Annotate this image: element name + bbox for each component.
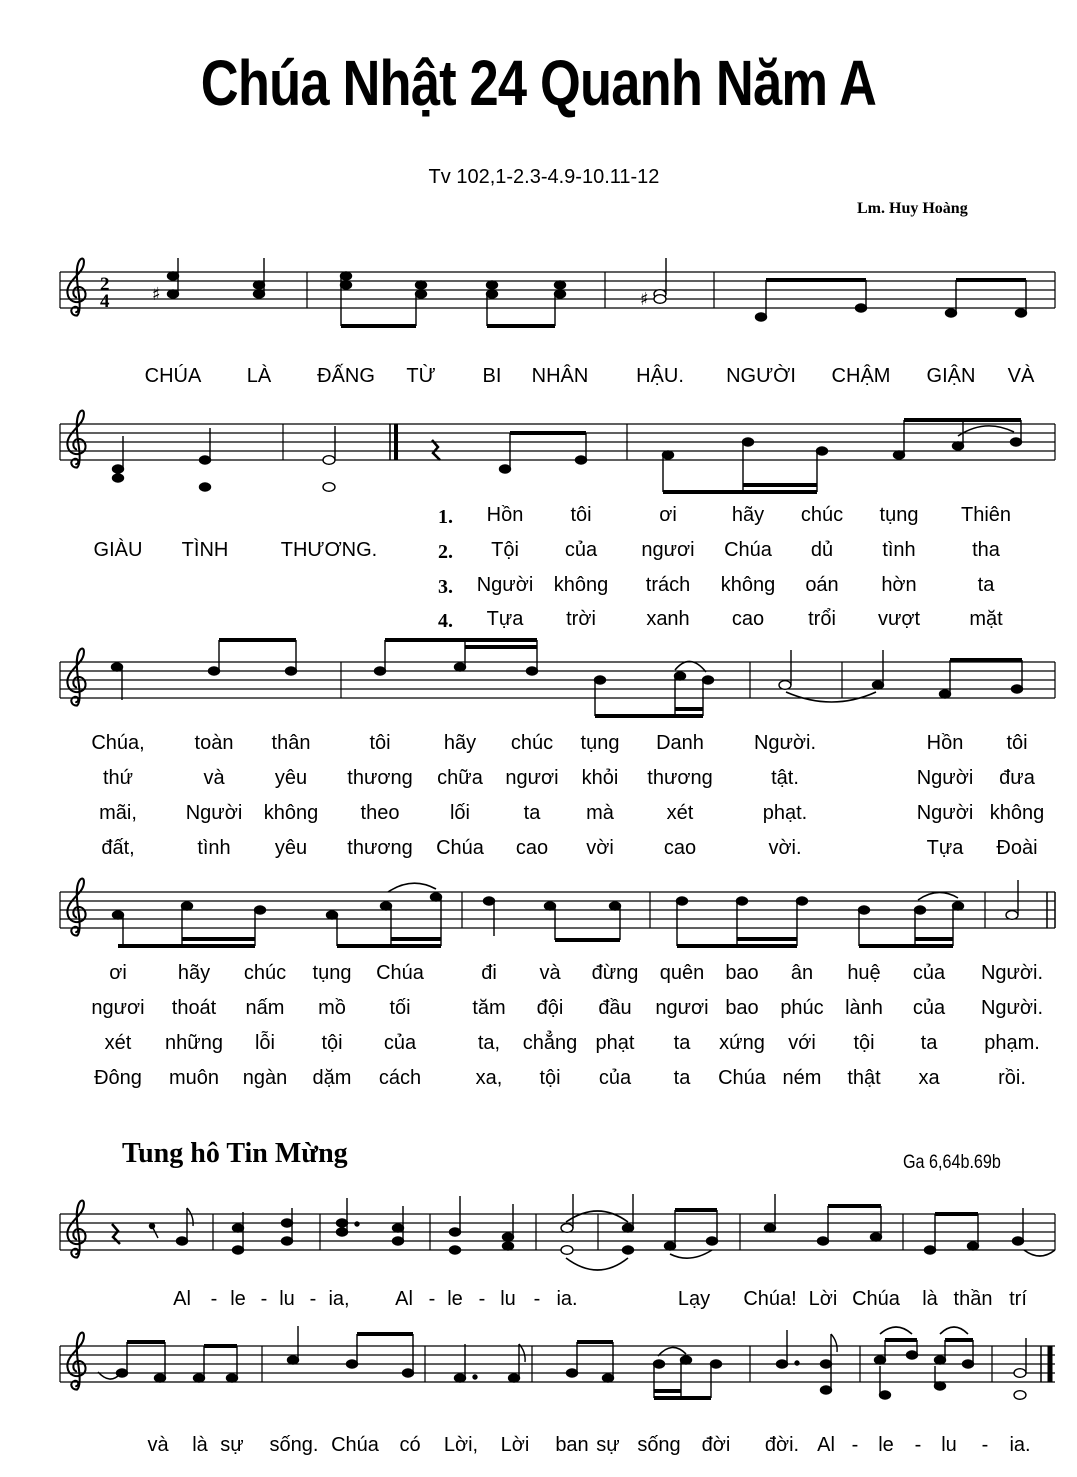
staff-system-5	[60, 1214, 1055, 1250]
lyric-syllable: với	[788, 1032, 816, 1054]
staff-system-3	[60, 662, 1055, 698]
lyric-syllable: Đông	[94, 1067, 142, 1089]
lyric-syllable: tật.	[771, 767, 799, 789]
lyric-syllable: -	[478, 1288, 486, 1310]
lyric-syllable: CHÚA	[144, 365, 202, 387]
lyric-syllable: ơi	[659, 504, 677, 526]
lyric-syllable: không	[720, 574, 776, 596]
lyric-syllable: ta	[673, 1032, 691, 1054]
lyric-syllable: le	[230, 1288, 246, 1310]
lyric-syllable: hờn	[881, 574, 917, 596]
lyric-syllable: cao	[663, 837, 697, 859]
lyric-syllable: tình	[197, 837, 231, 859]
lyric-syllable: của	[383, 1032, 417, 1054]
svg-text:2: 2	[100, 274, 110, 295]
lyric-syllable: ia.	[556, 1288, 578, 1310]
lyric-syllable: cao	[515, 837, 549, 859]
lyric-syllable: ngàn	[242, 1067, 288, 1089]
verse-number: 2.	[438, 541, 453, 563]
svg-text:4: 4	[100, 291, 110, 312]
lyric-syllable: Thiên	[960, 504, 1012, 526]
lyric-syllable: có	[399, 1434, 421, 1456]
lyric-syllable: Chúa	[852, 1288, 900, 1310]
lyric-syllable: vời.	[768, 837, 802, 859]
lyric-syllable: muôn	[168, 1067, 220, 1089]
lyric-syllable: đời.	[764, 1434, 800, 1456]
lyric-syllable: tội	[321, 1032, 343, 1054]
lyric-syllable: thân	[271, 732, 311, 754]
lyric-syllable: Hồn	[486, 504, 524, 526]
lyric-syllable: ơi	[109, 962, 127, 984]
lyric-syllable: Tựa	[926, 837, 964, 859]
lyric-syllable: lành	[845, 997, 883, 1019]
lyric-syllable: Chúa!	[743, 1288, 797, 1310]
lyric-syllable: xét	[104, 1032, 132, 1054]
lyric-syllable: đừng	[591, 962, 639, 984]
lyric-syllable: đưa	[999, 767, 1035, 789]
lyric-syllable: le	[878, 1434, 894, 1456]
lyric-syllable: Al	[173, 1288, 191, 1310]
lyric-syllable: không	[553, 574, 609, 596]
lyric-syllable: phúc	[780, 997, 824, 1019]
lyric-syllable: là	[192, 1434, 208, 1456]
lyric-syllable: lu	[941, 1434, 957, 1456]
lyric-syllable: Chúa	[376, 962, 424, 984]
lyric-syllable: yêu	[274, 837, 308, 859]
lyric-syllable: -	[210, 1288, 218, 1310]
svg-text:♯: ♯	[640, 289, 649, 310]
lyric-syllable: le	[447, 1288, 463, 1310]
lyric-syllable: mãi,	[99, 802, 137, 824]
lyric-syllable: Đoài	[996, 837, 1038, 859]
lyric-syllable: Lời	[808, 1288, 838, 1310]
lyric-syllable: Người	[476, 574, 534, 596]
staff-system-6	[60, 1346, 1055, 1382]
lyric-syllable: HẬU.	[636, 365, 684, 387]
lyric-syllable: tình	[882, 539, 916, 561]
lyric-syllable: Chúa	[331, 1434, 379, 1456]
lyric-syllable: trổi	[808, 608, 836, 630]
lyric-syllable: xứng	[719, 1032, 765, 1054]
lyric-syllable: ngươi	[505, 767, 559, 789]
lyric-syllable: không	[263, 802, 319, 824]
staff-system-4	[60, 892, 1055, 928]
lyric-syllable: tội	[539, 1067, 561, 1089]
lyric-syllable: và	[203, 767, 225, 789]
lyric-syllable: bao	[725, 997, 759, 1019]
lyric-syllable: Lời	[500, 1434, 530, 1456]
lyric-syllable: lu	[500, 1288, 516, 1310]
lyric-syllable: GIÀU	[93, 539, 143, 561]
lyric-syllable: bao	[725, 962, 759, 984]
lyric-syllable: vời	[586, 837, 614, 859]
lyric-syllable: trách	[645, 574, 691, 596]
lyric-syllable: ngươi	[655, 997, 709, 1019]
lyric-syllable: Tội	[491, 539, 519, 561]
page-title: Chúa Nhật 24 Quanh Năm A	[200, 47, 877, 119]
lyric-syllable: Chúa	[724, 539, 772, 561]
lyric-syllable: sự	[596, 1434, 620, 1456]
lyric-syllable: phạt	[595, 1032, 635, 1054]
lyric-syllable: Hồn	[926, 732, 964, 754]
lyric-syllable: chẳng	[522, 1032, 578, 1054]
lyric-syllable: -	[309, 1288, 317, 1310]
lyric-syllable: trời	[566, 608, 596, 630]
lyric-syllable: oán	[805, 574, 839, 596]
verse-number: 3.	[438, 576, 453, 598]
lyric-syllable: cao	[731, 608, 765, 630]
lyric-syllable: ngươi	[91, 997, 145, 1019]
acclamation-title: Tung hô Tin Mừng	[122, 1138, 348, 1169]
lyric-syllable: Al	[817, 1434, 835, 1456]
lyric-syllable: ia.	[1009, 1434, 1031, 1456]
lyric-syllable: đi	[481, 962, 497, 984]
lyric-syllable: Lạy	[677, 1288, 711, 1310]
lyric-syllable: Người	[916, 767, 974, 789]
lyric-syllable: trí	[1009, 1288, 1027, 1310]
lyric-syllable: Chúa	[436, 837, 484, 859]
acclamation-reference: Ga 6,64b.69b	[903, 1152, 1001, 1173]
lyric-syllable: chúc	[243, 962, 287, 984]
lyric-syllable: thương	[647, 767, 713, 789]
lyric-syllable: tụng	[879, 504, 919, 526]
lyric-syllable: -	[533, 1288, 541, 1310]
lyric-syllable: tội	[853, 1032, 875, 1054]
lyric-syllable: những	[165, 1032, 223, 1054]
lyric-syllable: khỏi	[581, 767, 619, 789]
lyric-syllable: nấm	[245, 997, 285, 1019]
lyric-syllable: tôi	[369, 732, 391, 754]
lyric-syllable: không	[989, 802, 1045, 824]
lyric-syllable: cách	[378, 1067, 422, 1089]
lyric-syllable: phạm.	[984, 1032, 1040, 1054]
lyric-syllable: tha	[972, 539, 1000, 561]
lyric-syllable: thương	[347, 837, 413, 859]
lyric-syllable: và	[147, 1434, 169, 1456]
lyric-syllable: quên	[659, 962, 705, 984]
lyric-syllable: tụng	[580, 732, 620, 754]
lyric-syllable: thứ	[102, 767, 134, 789]
lyric-syllable: rồi.	[998, 1067, 1026, 1089]
lyric-syllable: Chúa,	[91, 732, 145, 754]
lyric-syllable: Người	[185, 802, 243, 824]
lyric-syllable: thần	[953, 1288, 993, 1310]
lyric-syllable: Chúa	[718, 1067, 766, 1089]
lyric-syllable: tôi	[1006, 732, 1028, 754]
staff-system-2	[60, 424, 1055, 460]
lyric-syllable: sự	[220, 1434, 244, 1456]
lyric-syllable: Danh	[656, 732, 704, 754]
lyric-syllable: xa,	[475, 1067, 503, 1089]
lyric-syllable: thật	[847, 1067, 881, 1089]
lyric-syllable: ban	[555, 1434, 589, 1456]
lyric-syllable: sống	[637, 1434, 681, 1456]
lyric-syllable: -	[851, 1434, 859, 1456]
psalm-reference: Tv 102,1-2.3-4.9-10.11-12	[428, 166, 660, 188]
lyric-syllable: hãy	[177, 962, 211, 984]
lyric-syllable: -	[914, 1434, 922, 1456]
lyric-syllable: chúc	[800, 504, 844, 526]
lyric-syllable: Người.	[753, 732, 817, 754]
verse-number: 4.	[438, 610, 453, 632]
lyric-syllable: THƯƠNG.	[280, 539, 378, 561]
lyric-syllable: xa	[918, 1067, 940, 1089]
composer-name: Lm. Huy Hoàng	[857, 200, 968, 217]
lyric-syllable: yêu	[274, 767, 308, 789]
lyric-syllable: ta	[920, 1032, 938, 1054]
lyric-syllable: thương	[347, 767, 413, 789]
verse-number: 1.	[438, 506, 453, 528]
lyric-syllable: của	[564, 539, 598, 561]
svg-text:♯: ♯	[152, 284, 161, 305]
lyric-syllable: đất,	[101, 837, 135, 859]
lyric-syllable: tụng	[312, 962, 352, 984]
lyric-syllable: vượt	[877, 608, 921, 630]
lyric-syllable: chữa	[437, 767, 483, 789]
lyric-syllable: Người.	[980, 997, 1044, 1019]
lyric-syllable: Lời,	[443, 1434, 479, 1456]
lyric-syllable: hãy	[443, 732, 477, 754]
lyric-syllable: TÌNH	[181, 539, 229, 561]
lyric-syllable: theo	[360, 802, 400, 824]
lyric-syllable: chúc	[510, 732, 554, 754]
lyric-syllable: xanh	[646, 608, 690, 630]
lyric-syllable: tăm	[472, 997, 506, 1019]
lyric-syllable: hãy	[731, 504, 765, 526]
lyric-syllable: là	[922, 1288, 938, 1310]
lyric-syllable: Tựa	[486, 608, 524, 630]
lyric-syllable: của	[912, 962, 946, 984]
lyric-syllable: ĐẤNG	[317, 365, 375, 387]
lyric-syllable: dặm	[312, 1067, 352, 1089]
lyric-syllable: mồ	[318, 997, 346, 1019]
lyric-syllable: VÀ	[1007, 365, 1035, 387]
lyric-syllable: TỪ	[406, 365, 436, 387]
lyric-syllable: Al	[395, 1288, 413, 1310]
lyric-syllable: lu	[279, 1288, 295, 1310]
lyric-syllable: -	[981, 1434, 989, 1456]
lyric-syllable: BI	[482, 365, 502, 387]
lyric-syllable: ta,	[477, 1032, 501, 1054]
lyric-syllable: xét	[666, 802, 694, 824]
lyric-syllable: mà	[586, 802, 614, 824]
lyric-syllable: Người	[916, 802, 974, 824]
lyric-syllable: đội	[536, 997, 564, 1019]
lyric-syllable: đầu	[598, 997, 632, 1019]
lyric-syllable: ném	[782, 1067, 822, 1089]
lyric-syllable: thoát	[171, 997, 217, 1019]
lyric-syllable: ngươi	[641, 539, 695, 561]
lyric-syllable: CHẬM	[831, 365, 891, 387]
lyric-syllable: Người.	[980, 962, 1044, 984]
lyric-syllable: tôi	[570, 504, 592, 526]
lyric-syllable: và	[539, 962, 561, 984]
lyric-syllable: ta	[673, 1067, 691, 1089]
lyric-syllable: đời	[701, 1434, 731, 1456]
lyric-syllable: tối	[389, 997, 411, 1019]
lyric-syllable: phạt.	[762, 802, 808, 824]
lyric-syllable: GIẬN	[926, 365, 976, 387]
lyric-syllable: mặt	[969, 608, 1003, 630]
lyric-syllable: LÀ	[246, 365, 272, 387]
lyric-syllable: của	[912, 997, 946, 1019]
lyric-syllable: ta	[523, 802, 541, 824]
lyric-syllable: sống.	[269, 1434, 319, 1456]
lyric-syllable: ia,	[328, 1288, 350, 1310]
lyric-syllable: lỗi	[254, 1032, 276, 1054]
lyric-syllable: ta	[977, 574, 995, 596]
lyric-syllable: của	[598, 1067, 632, 1089]
lyric-syllable: NGƯỜI	[726, 365, 796, 387]
lyric-syllable: huệ	[847, 962, 881, 984]
lyric-syllable: -	[428, 1288, 436, 1310]
lyric-syllable: lối	[449, 802, 471, 824]
lyric-syllable: toàn	[194, 732, 234, 754]
lyric-syllable: -	[260, 1288, 268, 1310]
lyric-syllable: NHÂN	[531, 365, 589, 387]
lyric-syllable: ân	[790, 962, 814, 984]
lyric-syllable: dủ	[810, 539, 834, 561]
